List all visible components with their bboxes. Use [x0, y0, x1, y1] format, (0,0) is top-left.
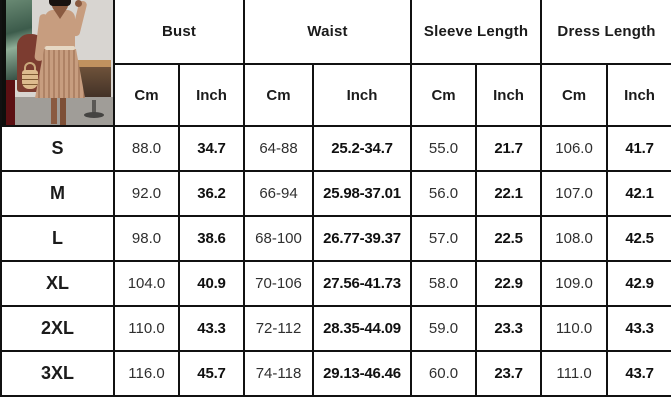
- unit-header-sleeve-inch: Inch: [476, 64, 541, 126]
- length-cm-value: 106.0: [541, 126, 607, 171]
- unit-header-sleeve-cm: Cm: [411, 64, 476, 126]
- length-cm-value: 110.0: [541, 306, 607, 351]
- length-inch-value: 43.7: [607, 351, 671, 396]
- bust-inch-value: 34.7: [179, 126, 244, 171]
- col-header-dress-length: Dress Length: [541, 0, 671, 64]
- size-label: M: [1, 171, 114, 216]
- table-row-3xl: [1, 351, 671, 396]
- bust-inch-value: 38.6: [179, 216, 244, 261]
- length-inch-value: 42.1: [607, 171, 671, 216]
- bust-inch-value: 36.2: [179, 171, 244, 216]
- length-inch-value: 43.3: [607, 306, 671, 351]
- table-row-xl: [1, 261, 671, 306]
- size-label: 2XL: [1, 306, 114, 351]
- bust-cm-value: 98.0: [114, 216, 179, 261]
- bust-cm-value: 116.0: [114, 351, 179, 396]
- length-inch-value: 41.7: [607, 126, 671, 171]
- unit-header-bust-inch: Inch: [179, 64, 244, 126]
- size-label: S: [1, 126, 114, 171]
- sleeve-inch-value: 23.7: [476, 351, 541, 396]
- bust-inch-value: 43.3: [179, 306, 244, 351]
- model-leg-right: [60, 96, 66, 125]
- waist-inch-value: 26.77-39.37: [313, 216, 411, 261]
- bust-cm-value: 92.0: [114, 171, 179, 216]
- model-hair: [49, 0, 71, 6]
- length-inch-value: 42.9: [607, 261, 671, 306]
- dress-belt: [45, 46, 75, 50]
- sleeve-cm-value: 58.0: [411, 261, 476, 306]
- unit-header-waist-cm: Cm: [244, 64, 313, 126]
- length-inch-value: 42.5: [607, 216, 671, 261]
- length-cm-value: 107.0: [541, 171, 607, 216]
- product-photo: [1, 0, 114, 126]
- straw-bag: [22, 70, 38, 89]
- model-hand: [75, 0, 82, 7]
- measure-header-row: [1, 0, 671, 64]
- table-row-s: [1, 126, 671, 171]
- waist-cm-value: 70-106: [244, 261, 313, 306]
- waist-cm-value: 66-94: [244, 171, 313, 216]
- waist-inch-value: 29.13-46.46: [313, 351, 411, 396]
- size-label: 3XL: [1, 351, 114, 396]
- waist-inch-value: 27.56-41.73: [313, 261, 411, 306]
- waist-inch-value: 25.98-37.01: [313, 171, 411, 216]
- unit-header-length-inch: Inch: [607, 64, 671, 126]
- waist-cm-value: 68-100: [244, 216, 313, 261]
- sleeve-inch-value: 22.5: [476, 216, 541, 261]
- table-row-m: [1, 171, 671, 216]
- length-cm-value: 111.0: [541, 351, 607, 396]
- sleeve-cm-value: 59.0: [411, 306, 476, 351]
- bust-cm-value: 110.0: [114, 306, 179, 351]
- unit-header-bust-cm: Cm: [114, 64, 179, 126]
- sleeve-inch-value: 23.3: [476, 306, 541, 351]
- bust-cm-value: 88.0: [114, 126, 179, 171]
- sleeve-cm-value: 60.0: [411, 351, 476, 396]
- size-label: XL: [1, 261, 114, 306]
- waist-cm-value: 72-112: [244, 306, 313, 351]
- dark-edge-strip: [2, 0, 6, 125]
- bust-inch-value: 40.9: [179, 261, 244, 306]
- col-header-sleeve-length: Sleeve Length: [411, 0, 541, 64]
- sleeve-inch-value: 21.7: [476, 126, 541, 171]
- sleeve-cm-value: 56.0: [411, 171, 476, 216]
- model-leg-left: [51, 96, 57, 124]
- unit-header-waist-inch: Inch: [313, 64, 411, 126]
- sleeve-inch-value: 22.1: [476, 171, 541, 216]
- waist-cm-value: 74-118: [244, 351, 313, 396]
- office-chair-base: [84, 112, 104, 118]
- waist-inch-value: 28.35-44.09: [313, 306, 411, 351]
- waist-cm-value: 64-88: [244, 126, 313, 171]
- sleeve-cm-value: 57.0: [411, 216, 476, 261]
- col-header-waist: Waist: [244, 0, 411, 64]
- size-label: L: [1, 216, 114, 261]
- sleeve-inch-value: 22.9: [476, 261, 541, 306]
- sleeve-cm-value: 55.0: [411, 126, 476, 171]
- col-header-bust: Bust: [114, 0, 244, 64]
- table-row-l: [1, 216, 671, 261]
- bust-cm-value: 104.0: [114, 261, 179, 306]
- length-cm-value: 108.0: [541, 216, 607, 261]
- unit-header-length-cm: Cm: [541, 64, 607, 126]
- waist-inch-value: 25.2-34.7: [313, 126, 411, 171]
- table-row-2xl: [1, 306, 671, 351]
- length-cm-value: 109.0: [541, 261, 607, 306]
- bust-inch-value: 45.7: [179, 351, 244, 396]
- product-photo-scene: [2, 0, 113, 125]
